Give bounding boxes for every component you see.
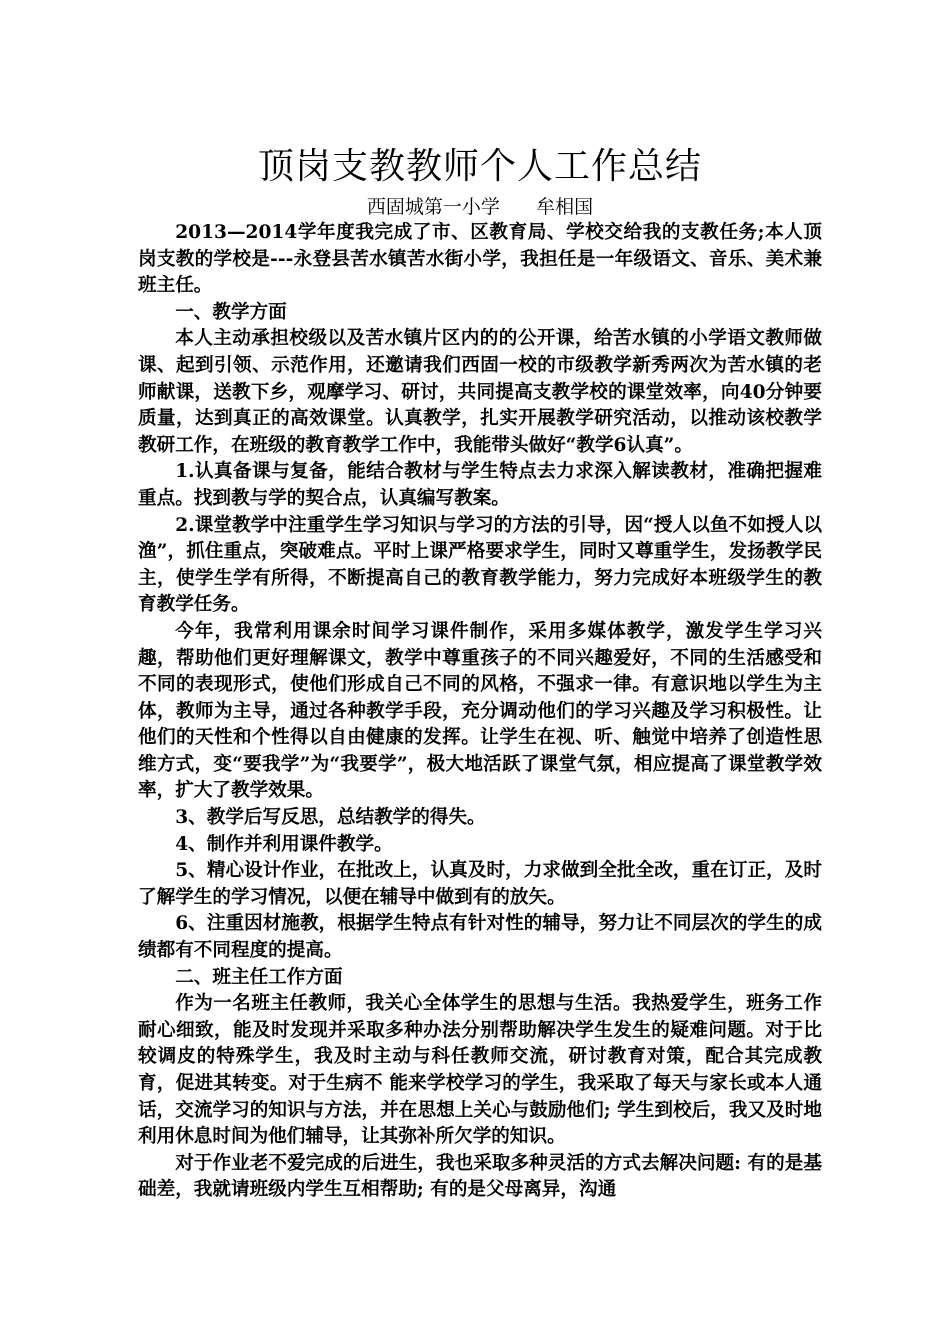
author-byline: 西固城第一小学 牟相国: [366, 196, 594, 218]
paragraph: 5、精心设计作业，在批改上，认真及时，力求做到全批全改，重在订正，及时了解学生的学习情况，以便在辅导中做到有的放矢。: [138, 860, 822, 908]
document-body: [138, 220, 822, 1204]
paragraph: 1.认真备课与复备，能结合教材与学生特点去力求深入解读教材，准确把握难重点。找到教与学的契合点，认真编写教案。: [138, 461, 822, 509]
section-heading-teaching: 一、教学方面: [175, 301, 287, 323]
document-title: 顶岗支教教师个人工作总结: [257, 146, 702, 187]
paragraph: 对于作业老不爱完成的后进生，我也采取多种灵活的方式去解决问题: 有的是基础差，我就请班级内学生互相帮助; 有的是父母离异，沟通: [138, 1152, 822, 1201]
paragraph: 作为一名班主任教师，我关心全体学生的思想与生活。我热爱学生，班务工作耐心细致，能及时发现并采取多种办法分别帮助解决学生发生的疑难问题。对于比较调皮的特殊学生，我及时主动与科任教师交流，研讨教育对策，配合其完成教育，促进其转变。对于生病不 能来学校学习的学生，我采取了每天与家长或本人通话，交流学习的知识与方法，并在思想上关心与鼓励他们; 学生到校后，我又及时地利用休息时间为他们辅导，让其弥补所欠学的知识。: [138, 993, 822, 1148]
paragraph-intro: 2013—2014学年度我完成了市、区教育局、学校交给我的支教任务;本人顶岗支教的学校是---永登县苦水镇苦水街小学，我担任是一年级语文、音乐、美术兼班主任。: [138, 222, 822, 297]
document-page: [138, 140, 822, 1204]
paragraph: 2.课堂教学中注重学生学习知识与学习的方法的引导，因“授人以鱼不如授人以渔”，抓住重点，突破难点。平时上课严格要求学生，同时又尊重学生，发扬教学民主，使学生学有所得，不断提高自己的教育教学能力，努力完成好本班级学生的教育教学任务。: [138, 514, 822, 616]
paragraph: 6、注重因材施教，根据学生特点有针对性的辅导，努力让不同层次的学生的成绩都有不同程度的提高。: [138, 913, 822, 962]
paragraph: 3、教学后写反思，总结教学的得失。: [175, 807, 486, 829]
paragraph: 本人主动承担校级以及苦水镇片区内的的公开课，给苦水镇的小学语文教师做课、起到引领、示范作用，还邀请我们西固一校的市级教学新秀两次为苦水镇的老师献课，送教下乡，观摩学习、研讨，共同提高支教学校的课堂效率，向40分钟要质量，达到真正的高效课堂。认真教学，扎实开展教学研究活动，以推动该校教学教研工作，在班级的教育教学工作中，我能带头做好“教学6认真”。: [138, 328, 822, 456]
section-heading-class-teacher: 二、班主任工作方面: [175, 966, 343, 988]
paragraph: 今年，我常利用课余时间学习课件制作，采用多媒体教学，激发学生学习兴趣，帮助他们更好理解课文，教学中尊重孩子的不同兴趣爱好，不同的生活感受和不同的表现形式，使他们形成自己不同的风格，不强求一律。有意识地以学生为主体，教师为主导，通过各种教学手段，充分调动他们的学习兴趣及学习积极性。让他们的天性和个性得以自由健康的发挥。让学生在视、听、触觉中培养了创造性思维方式，变“要我学”为“我要学”，极大地活跃了课堂气氛，相应提高了课堂教学效率，扩大了教学效果。: [138, 620, 822, 802]
paragraph: 4、制作并利用课件教学。: [175, 833, 393, 855]
